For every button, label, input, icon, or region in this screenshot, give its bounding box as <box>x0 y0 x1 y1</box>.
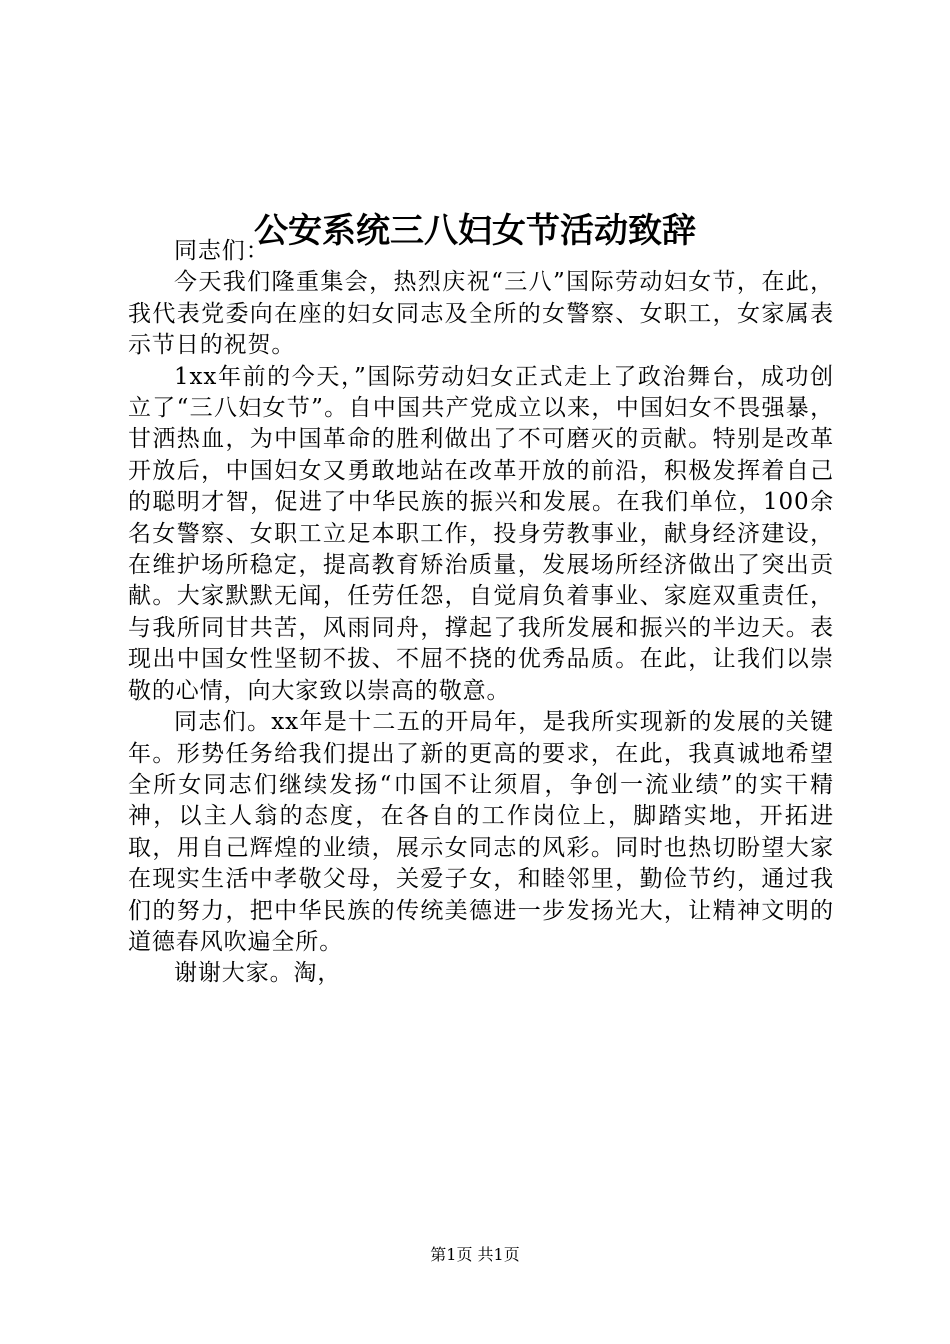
paragraph-salutation: 同志们： <box>174 238 270 264</box>
paragraph-expectation: 同志们。xx年是十二五的开局年，是我所实现新的发展的关键年。形势任务给我们提出了新的更高的要求，在此，我真诚地希望全所女同志们继续发扬“巾国不让须眉，争创一流业绩”的实干精神，以主人翁的态度，在各自的工作岗位上，脚踏实地，开拓进取，用自己辉煌的业绩，展示女同志的风彩。同时也热切盼望大家在现实生活中孝敬父母，关爱子女，和睦邻里，勤俭节约，通过我们的努力，把中华民族的传统美德进一步发扬光大，让精神文明的道德春风吹遍全所。 <box>128 709 834 955</box>
paragraph-closing: 谢谢大家。淘， <box>174 960 342 987</box>
page-number-footer: 第1页 共1页 <box>430 1245 520 1264</box>
document-body <box>128 236 834 990</box>
paragraph-opening: 今天我们隆重集会，热烈庆祝“三八”国际劳动妇女节，在此，我代表党委向在座的妇女同志及全所的女警察、女职工，女家属表示节日的祝贺。 <box>128 269 834 359</box>
paragraph-history: 1xx年前的今天，”国际劳动妇女正式走上了政治舞台，成功创立了“三八妇女节”。自中国共产党成立以来，中国妇女不畏强暴，甘洒热血，为中国革命的胜利做出了不可磨灭的贡献。特别是改革开放后，中国妇女又勇敢地站在改革开放的前沿，积极发挥着自己的聪明才智，促进了中华民族的振兴和发展。在我们单位，100余名女警察、女职工立足本职工作，投身劳教事业，献身经济建设，在维护场所稳定，提高教育矫治质量，发展场所经济做出了突出贡献。大家默默无闻，任劳任怨，自觉肩负着事业、家庭双重责任，与我所同甘共苦，风雨同舟，撑起了我所发展和振兴的半边天。表现出中国女性坚韧不拔、不屈不挠的优秀品质。在此，让我们以崇敬的心情，向大家致以崇高的敬意。 <box>128 363 834 704</box>
document-title: 公安系统三八妇女节活动致辞 <box>254 210 696 251</box>
